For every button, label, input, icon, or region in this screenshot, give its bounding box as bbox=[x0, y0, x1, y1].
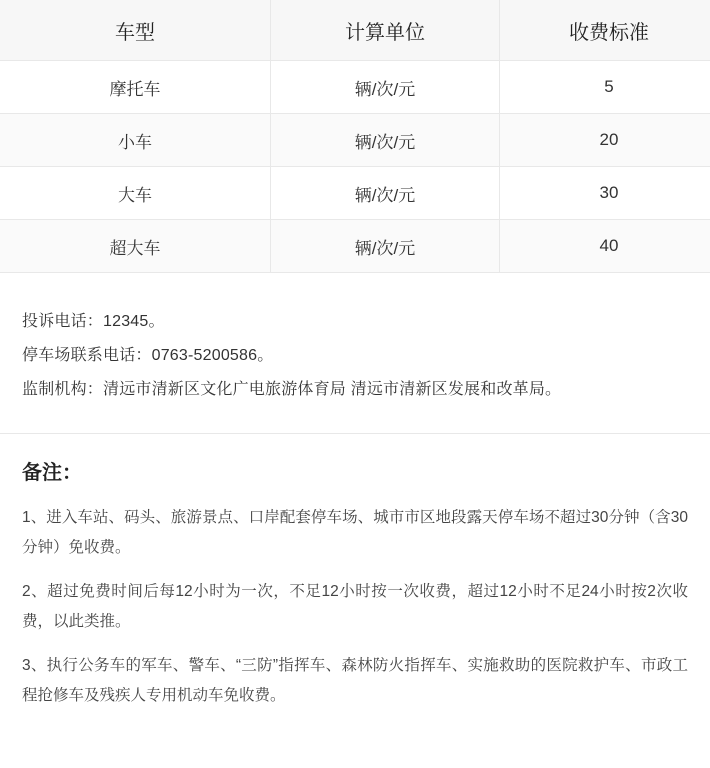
cell-fee: 20 bbox=[500, 114, 710, 167]
remark-item: 3、执行公务车的军车、警车、“三防”指挥车、森林防火指挥车、实施救助的医院救护车、市政工程抢修车及残疾人专用机动车免收费。 bbox=[22, 657, 688, 704]
cell-vehicle-type: 小车 bbox=[0, 114, 271, 167]
complaint-phone-line: 投诉电话：12345。 bbox=[22, 313, 165, 330]
column-header-fee: 收费标准 bbox=[500, 0, 710, 61]
contact-info-block bbox=[0, 273, 710, 434]
column-header-unit: 计算单位 bbox=[271, 0, 500, 61]
cell-unit: 辆/次/元 bbox=[271, 220, 500, 273]
cell-unit: 辆/次/元 bbox=[271, 61, 500, 114]
cell-fee: 5 bbox=[500, 61, 710, 114]
table-body bbox=[0, 61, 710, 273]
cell-unit: 辆/次/元 bbox=[271, 114, 500, 167]
remark-item: 1、进入车站、码头、旅游景点、口岸配套停车场、城市市区地段露天停车场不超过30分钟（含30分钟）免收费。 bbox=[22, 509, 688, 556]
cell-vehicle-type: 摩托车 bbox=[0, 61, 271, 114]
table-row bbox=[0, 167, 710, 220]
cell-fee: 40 bbox=[500, 220, 710, 273]
table-header-row bbox=[0, 0, 710, 61]
table-header bbox=[0, 0, 710, 61]
remark-item: 2、超过免费时间后每12小时为一次，不足12小时按一次收费，超过12小时不足24小时按2次收费，以此类推。 bbox=[22, 583, 688, 630]
cell-vehicle-type: 大车 bbox=[0, 167, 271, 220]
cell-unit: 辆/次/元 bbox=[271, 167, 500, 220]
column-header-vehicle-type: 车型 bbox=[0, 0, 271, 61]
parking-fee-table bbox=[0, 0, 710, 273]
table-row bbox=[0, 220, 710, 273]
remarks-block bbox=[0, 434, 710, 711]
remarks-title: 备注： bbox=[22, 462, 82, 484]
supervisor-line: 监制机构：清远市清新区文化广电旅游体育局 清远市清新区发展和改革局。 bbox=[22, 381, 562, 398]
parking-phone-line: 停车场联系电话：0763-5200586。 bbox=[22, 347, 274, 364]
table-row bbox=[0, 61, 710, 114]
cell-vehicle-type: 超大车 bbox=[0, 220, 271, 273]
table-row bbox=[0, 114, 710, 167]
cell-fee: 30 bbox=[500, 167, 710, 220]
